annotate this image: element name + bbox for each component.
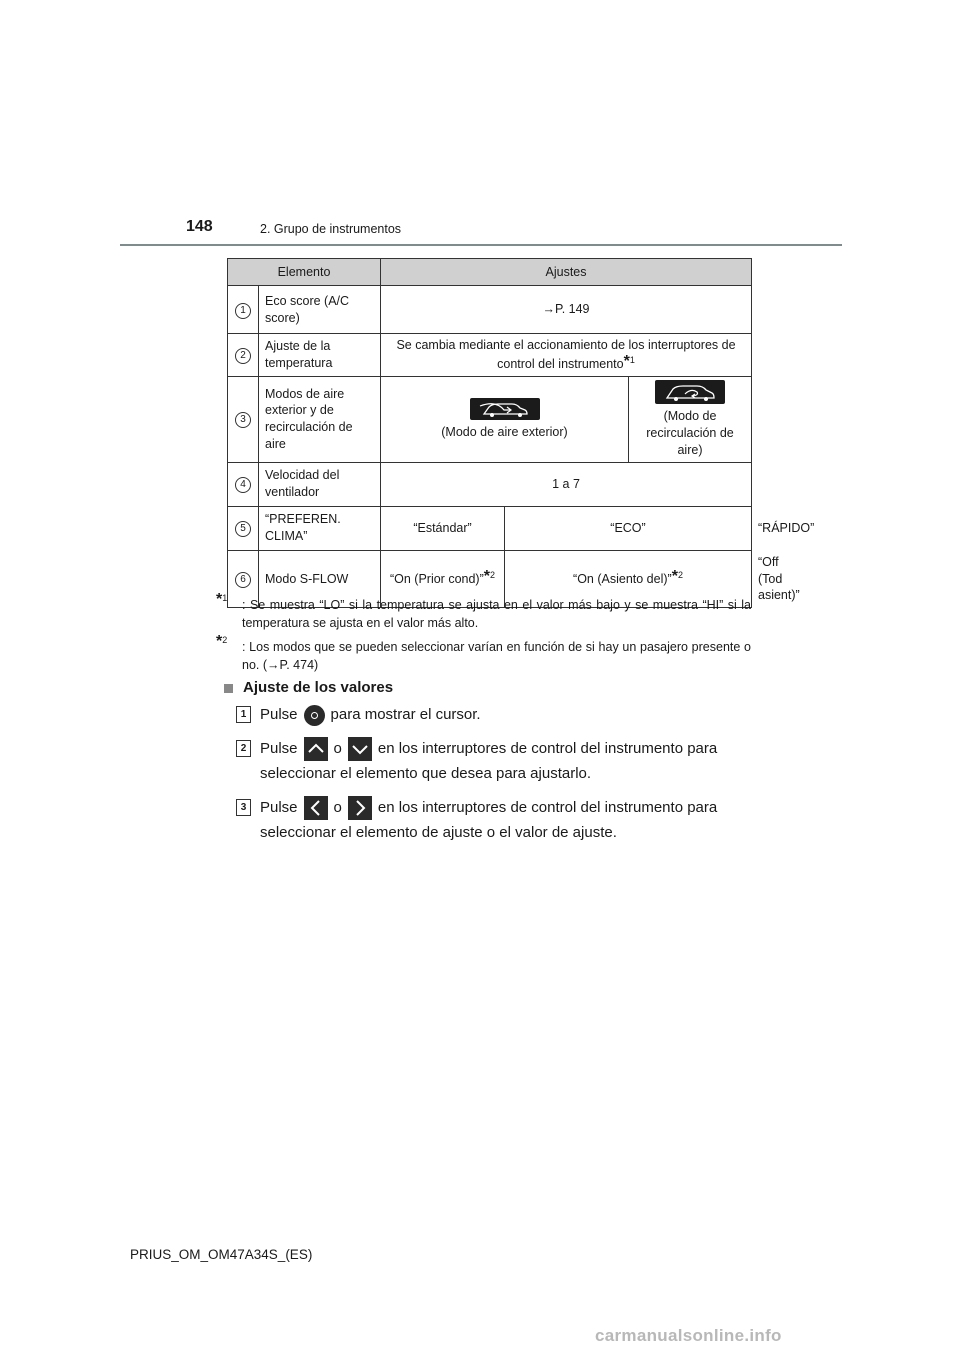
footnote-ref: 1 <box>629 354 635 365</box>
column-header-element: Elemento <box>228 259 381 286</box>
down-arrow-icon <box>348 737 372 761</box>
table-row <box>228 334 752 377</box>
row-number-badge: 4 <box>235 477 251 493</box>
option-cell: “ECO” <box>505 506 752 550</box>
row-number-badge: 2 <box>235 348 251 364</box>
step-text: Pulse <box>260 799 298 816</box>
up-arrow-icon <box>304 737 328 761</box>
right-arrow-icon <box>348 796 372 820</box>
footnote-asterisk: * <box>216 591 223 608</box>
footnote-asterisk: * <box>623 352 630 370</box>
column-header-settings: Ajustes <box>381 259 752 286</box>
element-cell: “PREFEREN. CLIMA” <box>259 506 381 550</box>
footnote-asterisk: * <box>216 633 223 651</box>
step-2 <box>236 736 746 786</box>
step-text: Pulse <box>260 740 298 757</box>
page-number: 148 <box>186 218 213 235</box>
step-text: para mostrar el cursor. <box>330 706 481 723</box>
option-text: “On (Asiento del)” <box>573 572 672 587</box>
option-cell <box>381 377 629 463</box>
option-cell: “Estándar” <box>381 506 505 550</box>
table-header-row <box>228 259 752 286</box>
value-cell <box>381 334 752 377</box>
table-row <box>228 286 752 334</box>
section-title: 2. Grupo de instrumentos <box>260 222 402 236</box>
element-cell: Eco score (A/C score) <box>259 286 381 334</box>
row-number-badge: 5 <box>235 521 251 537</box>
subsection-heading <box>224 679 393 696</box>
footnote-number: 2 <box>222 635 228 646</box>
step-text: en los interruptores de control del instrumento para <box>377 799 718 816</box>
option-cell <box>629 377 752 463</box>
step-text: seleccionar el elemento que desea para ajustarlo. <box>260 765 592 783</box>
step-3 <box>236 795 746 845</box>
step-text: en los interruptores de control del instrumento para <box>377 740 718 757</box>
footnote-asterisk: * <box>671 568 678 586</box>
bullet-square-icon <box>224 684 233 693</box>
footnote-ref: 2 <box>490 570 496 581</box>
step-text: o <box>333 799 342 816</box>
footnote-text: : Los modos que se pueden seleccionar varían en función de si hay un pasajero presente o no. (→P. 474) <box>242 640 751 673</box>
recirculation-icon <box>655 380 725 404</box>
footnote-number: 1 <box>222 593 228 603</box>
table-row <box>228 377 752 463</box>
step-text: Pulse <box>260 706 298 723</box>
footnote-text: : Se muestra “LO” si la temperatura se ajusta en el valor más bajo y se muestra “HI” si la temperatura se ajusta en el valor más alto. <box>242 598 751 631</box>
step-number: 1 <box>236 706 251 723</box>
table-row: 6 Modo S-FLOW “On (Prior cond)”*$^2$ “On (Asiento del)”*$^2$ “Off (Tod asient)” <box>228 550 752 608</box>
step-text: seleccionar el elemento de ajuste o el valor de ajuste. <box>260 824 617 842</box>
table-row: 5 “PREFEREN. CLIMA” “Estándar” “ECO” “RÁPIDO” <box>228 506 752 550</box>
footnote <box>216 633 751 674</box>
value-cell: →P. 149 <box>381 286 752 334</box>
footnote <box>216 591 751 632</box>
step-1 <box>236 702 746 727</box>
option-text: “On (Prior cond)” <box>389 572 484 587</box>
document-code: PRIUS_OM_OM47A34S_(ES) <box>130 1247 313 1262</box>
left-arrow-icon <box>304 796 328 820</box>
watermark: carmanualsonline.info <box>595 1326 782 1345</box>
footnote-ref: 2 <box>677 570 683 581</box>
footnotes <box>216 591 751 681</box>
heading-text: Ajuste de los valores <box>243 679 394 696</box>
step-number: 3 <box>236 799 251 816</box>
row-number-badge: 1 <box>235 303 251 319</box>
row-number-badge: 3 <box>235 412 251 428</box>
value-text: Se cambia mediante el accionamiento de los interruptores de control del instrumento <box>396 338 736 372</box>
outside-air-icon <box>470 398 540 420</box>
element-cell: Ajuste de la temperatura <box>259 334 381 377</box>
settings-table <box>227 258 815 608</box>
step-text: o <box>333 740 342 757</box>
footnote-asterisk: * <box>483 568 490 586</box>
table-row <box>228 462 752 506</box>
row-number-badge: 6 <box>235 572 251 588</box>
value-cell: 1 a 7 <box>381 462 752 506</box>
element-cell: Modo S-FLOW <box>259 550 381 608</box>
header-divider <box>120 244 842 246</box>
element-cell: Velocidad del ventilador <box>259 462 381 506</box>
ok-button-icon <box>304 705 325 726</box>
recirculation-label: (Modo de recirculación de aire) <box>646 409 734 457</box>
step-number: 2 <box>236 740 251 757</box>
outside-air-label: (Modo de aire exterior) <box>441 424 568 439</box>
element-cell: Modos de aire exterior y de recirculación de aire <box>259 377 381 463</box>
